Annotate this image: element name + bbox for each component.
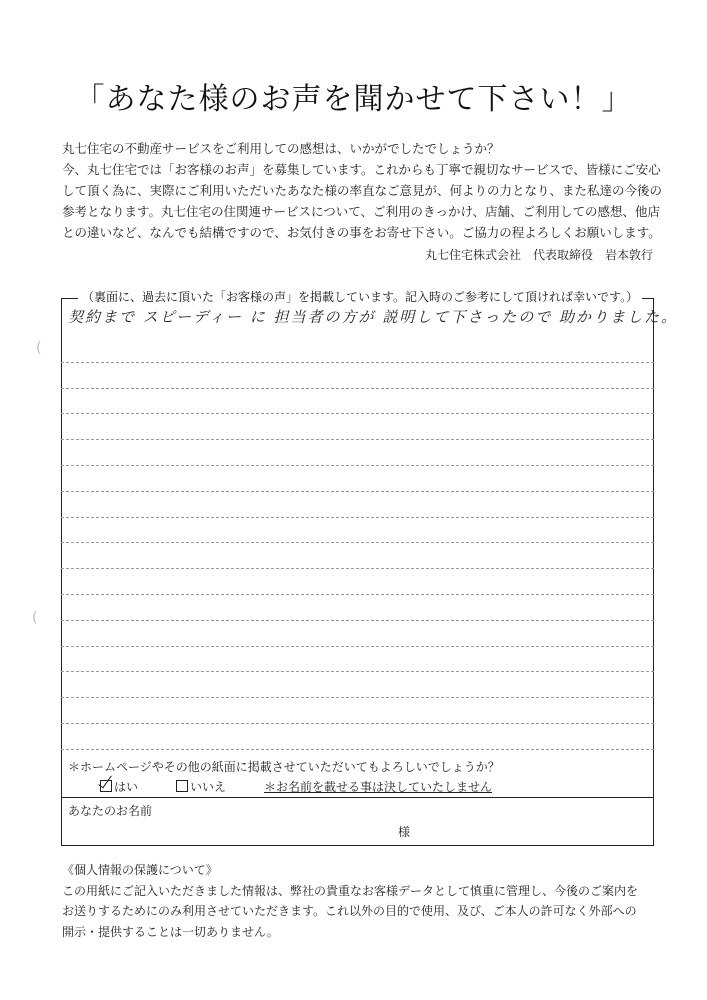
option-no-label: いいえ: [190, 780, 227, 794]
comment-line[interactable]: [61, 698, 654, 724]
option-yes[interactable]: [100, 778, 138, 795]
privacy-line: この用紙にご記入いただきました情報は、弊社の貴重なお客様データとして慎重に管理し、今後のご案内を: [62, 883, 639, 898]
scan-mark: (: [36, 340, 42, 356]
comment-lines[interactable]: [61, 337, 654, 750]
comment-line[interactable]: [61, 647, 654, 673]
privacy-line: 開示・提供することは一切ありません。: [62, 924, 279, 939]
form-header: （裏面に、過去に頂いた「お客様の声」を掲載しています。記入時のご参考にして頂ければ幸いです。）: [78, 288, 642, 305]
comment-line[interactable]: [61, 492, 654, 518]
name-label: あなたのお名前: [68, 804, 153, 818]
comment-line[interactable]: [61, 621, 654, 647]
comment-line[interactable]: [61, 518, 654, 544]
checkbox-no[interactable]: [176, 780, 188, 792]
checkbox-yes[interactable]: [100, 780, 112, 792]
name-suffix: 様: [398, 825, 411, 839]
page-title: 「あなた様のお声を聞かせて下さい！」: [74, 82, 633, 117]
comment-line[interactable]: [61, 543, 654, 569]
scan-mark: (: [32, 610, 38, 626]
intro-line: との違いなど、なんでも結構ですので、お気付きの事をお寄せ下さい。ご協力の程よろしくお願いします。: [62, 225, 661, 240]
comment-line[interactable]: [61, 466, 654, 492]
privacy-section: [62, 860, 662, 942]
comment-line[interactable]: [61, 672, 654, 698]
comment-line[interactable]: [61, 569, 654, 595]
signature: 丸七住宅株式会社 代表取締役 岩本敦行: [424, 248, 653, 262]
homepage-question: ＊ホームページやその他の紙面に掲載させていただいてもよろしいでしょうか？: [68, 760, 500, 774]
comment-line[interactable]: [61, 595, 654, 621]
intro-line: して頂く為に、実際にご利用いただいたあなた様の率直なご意見が、何よりの力となり、また私達の今後の: [62, 183, 663, 198]
privacy-heading: 《個人情報の保護について》: [62, 863, 218, 877]
comment-line[interactable]: [61, 389, 654, 415]
comment-line[interactable]: [61, 724, 654, 750]
permission-options: [100, 778, 492, 795]
option-yes-label: はい: [114, 780, 139, 794]
divider: [61, 797, 654, 798]
intro-line: 今、丸七住宅では「お客様のお声」を募集しています。これからも丁寧で親切なサービスで、皆様にご安心: [62, 162, 661, 177]
comment-line[interactable]: [61, 363, 654, 389]
name-note: ＊お名前を載せる事は決していたしません: [264, 780, 493, 794]
intro-line: 丸七住宅の不動産サービスをご利用しての感想は、いかがでしたでしょうか？: [62, 141, 500, 156]
handwritten-comment[interactable]: 契約まで スピーディー に 担当者の方が 説明して下さったので 助かりました。: [68, 308, 679, 326]
intro-text: [62, 138, 662, 243]
privacy-line: お送りするためにのみ利用させていただきます。これ以外の目的で使用、及び、ご本人の許可なく外部への: [62, 904, 637, 918]
option-no[interactable]: [176, 778, 226, 795]
comment-line[interactable]: [61, 337, 654, 363]
intro-line: 参考となります。丸七住宅の住関連サービスについて、ご利用のきっかけ、店舗、ご利用しての感想、他店: [62, 204, 661, 219]
comment-line[interactable]: [61, 440, 654, 466]
comment-line[interactable]: [61, 414, 654, 440]
